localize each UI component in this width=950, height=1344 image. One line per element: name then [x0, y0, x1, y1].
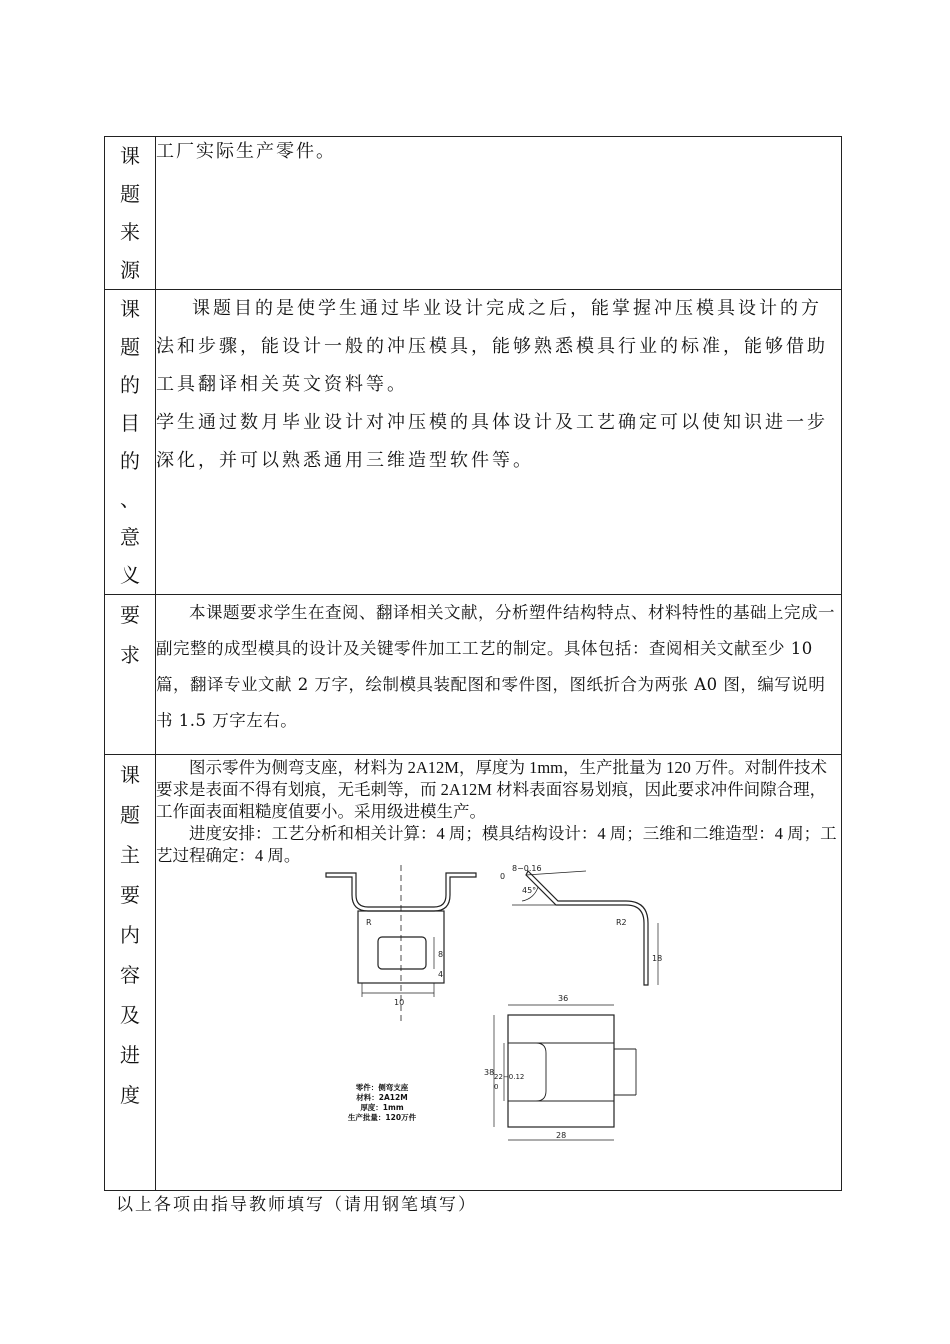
- label-char: 意: [120, 525, 140, 549]
- requirements-label-cell: [105, 595, 156, 755]
- source-label-cell: [105, 137, 156, 290]
- label-char: 内: [120, 923, 140, 947]
- drawing-caption-material: 材料：2A12M: [356, 1093, 408, 1102]
- label-char: 容: [120, 963, 140, 987]
- purpose-label: [105, 290, 155, 594]
- content-paragraph-2: 进度安排：工艺分析和相关计算：4 周；模具结构设计：4 周；三维和二维造型：4 周；工艺过程确定：4 周。: [156, 824, 837, 865]
- content-cell: [156, 755, 842, 1191]
- label-char: 、: [120, 487, 140, 511]
- dim-36: 36: [558, 994, 569, 1003]
- source-content-cell: [156, 137, 842, 290]
- label-char: 主: [120, 843, 140, 867]
- plan-view-outline: [508, 1015, 614, 1127]
- content-label-cell: [105, 755, 156, 1191]
- drawing-caption-part: 零件：侧弯支座: [355, 1083, 409, 1092]
- drawing-caption-batch: 生产批量：120万件: [347, 1113, 417, 1122]
- label-char: 的: [120, 373, 140, 397]
- dim-18: 18: [652, 954, 663, 963]
- label-char: 课: [120, 297, 140, 321]
- dim-tol: 8−0.16: [512, 864, 542, 873]
- source-text: 工厂实际生产零件。: [156, 141, 336, 162]
- drawing-caption-thickness: 厚度：1mm: [360, 1103, 404, 1112]
- dim-28: 28: [556, 1131, 567, 1140]
- content-label: [105, 755, 155, 1115]
- purpose-label-cell: [105, 290, 156, 595]
- label-char: 要: [120, 883, 140, 907]
- front-window: [378, 937, 426, 969]
- requirements-text: 本课题要求学生在查阅、翻译相关文献，分析塑件结构特点、材料特性的基础上完成一副完整的成型模具的设计及关键零件加工工艺的制定。具体包括：查阅相关文献至少 10 篇，翻译专业文献 2 万字，绘制模具装配图和零件图，图纸折合为两张 A0 图，编写说明书 1.5 万字左右。: [156, 603, 835, 730]
- task-form-table: [104, 136, 842, 1191]
- dim-tol0: 0: [500, 872, 506, 881]
- label-char: 求: [120, 643, 140, 667]
- purpose-paragraph-1: 课题目的是使学生通过毕业设计完成之后，能掌握冲压模具设计的方法和步骤，能设计一般的冲压模具，能够熟悉模具行业的标准，能够借助工具翻译相关英文资料等。: [156, 298, 828, 395]
- label-char: 度: [120, 1083, 140, 1107]
- dim-8: 8: [438, 950, 444, 959]
- label-char: 及: [120, 1003, 140, 1027]
- content-paragraph-1: 图示零件为侧弯支座，材料为 2A12M，厚度为 1mm，生产批量为 120 万件。对制件技术要求是表面不得有划痕，无毛刺等，而 2A12M 材料表面容易划痕，因此要求冲件间隙合理，工作面表面粗糙度值要小。采用级进模生产。: [156, 758, 828, 821]
- label-char: 源: [120, 258, 140, 282]
- dim-r2: R2: [616, 918, 627, 927]
- label-char: 义: [120, 563, 140, 587]
- dim-45: 45°: [522, 886, 537, 895]
- footer-note: 以上各项由指导教师填写（请用钢笔填写）: [116, 1195, 477, 1215]
- label-char: 题: [120, 335, 140, 359]
- dim-r: R: [366, 918, 372, 927]
- label-char: 题: [120, 803, 140, 827]
- requirements-label: [105, 595, 155, 675]
- part-drawing: [326, 864, 663, 1165]
- label-char: 课: [120, 144, 140, 168]
- dim-22: 22−0.12: [494, 1073, 525, 1081]
- purpose-content-cell: [156, 290, 842, 595]
- dim-4: 4: [438, 970, 444, 979]
- dim-10: 10: [394, 998, 405, 1007]
- label-char: 的: [120, 449, 140, 473]
- label-char: 题: [120, 182, 140, 206]
- requirements-content-cell: [156, 595, 842, 755]
- label-char: 要: [120, 603, 140, 627]
- label-char: 目: [120, 411, 140, 435]
- dim-38: 38: [484, 1068, 495, 1077]
- purpose-paragraph-2: 学生通过数月毕业设计对冲压模的具体设计及工艺确定可以使知识进一步深化，并可以熟悉通用三维造型软件等。: [156, 412, 828, 471]
- source-label: [105, 137, 155, 289]
- dim-22b: 0: [494, 1083, 499, 1091]
- label-char: 课: [120, 763, 140, 787]
- side-view-outline: [526, 871, 648, 985]
- label-char: 来: [120, 220, 140, 244]
- label-char: 进: [120, 1043, 140, 1067]
